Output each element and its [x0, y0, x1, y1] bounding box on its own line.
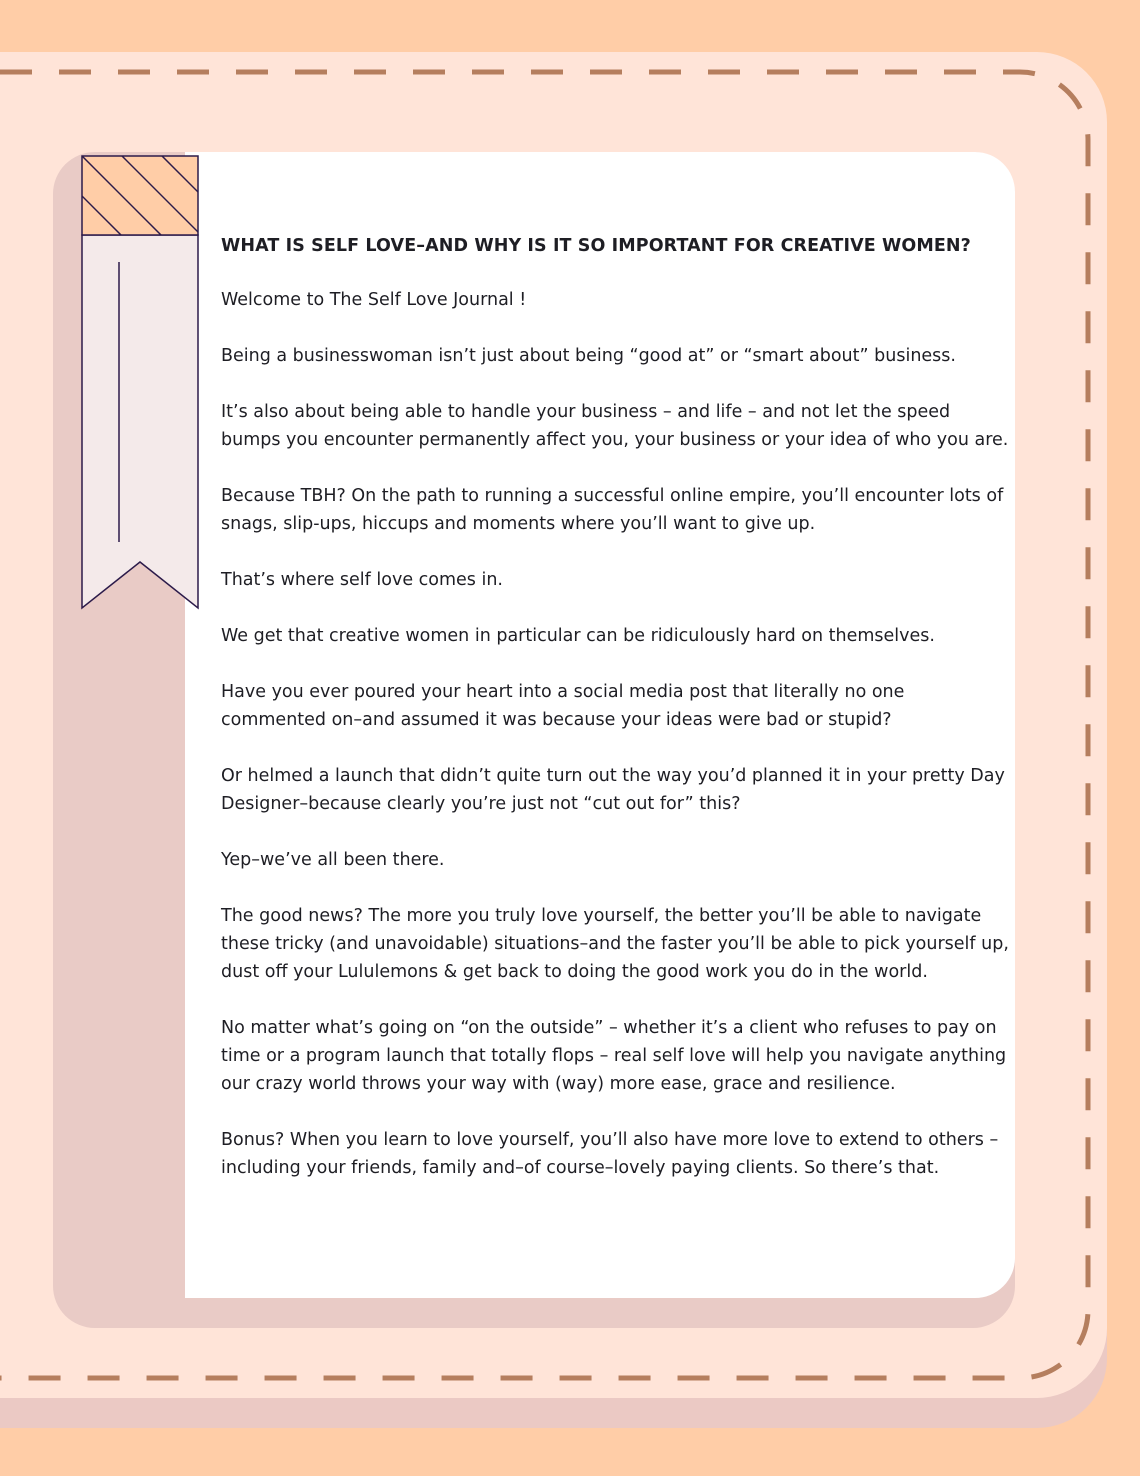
- paragraph: Or helmed a launch that didn’t quite turn out the way you’d planned it in your pretty Day Designer–because clearly you’re just not “cut out for” this?: [221, 766, 1005, 814]
- paragraph: That’s where self love comes in.: [221, 570, 503, 590]
- paragraph: Welcome to The Self Love Journal !: [221, 290, 527, 310]
- paragraph: Being a businesswoman isn’t just about being “good at” or “smart about” business.: [221, 346, 956, 366]
- paragraph: No matter what’s going on “on the outside” – whether it’s a client who refuses to pay on time or a program launch that totally flops – real self love will help you navigate anything our crazy world throws your way with (way) more ease, grace and resilience.: [221, 1018, 1007, 1094]
- article-title: WHAT IS SELF LOVE–AND WHY IS IT SO IMPORTANT FOR CREATIVE WOMEN?: [221, 236, 971, 256]
- article-body: [221, 286, 1011, 1182]
- paragraph: The good news? The more you truly love yourself, the better you’ll be able to navigate these tricky (and unavoidable) situations–and the faster you’ll be able to pick yourself up, dust off your Lululemons & get back to doing the good work you do in the world.: [221, 906, 1009, 982]
- article-content: [221, 232, 1011, 1210]
- paragraph: Have you ever poured your heart into a social media post that literally no one commented on–and assumed it was because your ideas were bad or stupid?: [221, 682, 905, 730]
- paragraph: We get that creative women in particular can be ridiculously hard on themselves.: [221, 626, 935, 646]
- paragraph: It’s also about being able to handle your business – and life – and not let the speed bumps you encounter permanently affect you, your business or your idea of who you are.: [221, 402, 1009, 450]
- paragraph: Yep–we’ve all been there.: [221, 850, 445, 870]
- paragraph: Bonus? When you learn to love yourself, you’ll also have more love to extend to others – including your friends, family and–of course–lovely paying clients. So there’s that.: [221, 1130, 999, 1178]
- paragraph: Because TBH? On the path to running a successful online empire, you’ll encounter lots of snags, slip-ups, hiccups and moments where you’ll want to give up.: [221, 486, 1004, 534]
